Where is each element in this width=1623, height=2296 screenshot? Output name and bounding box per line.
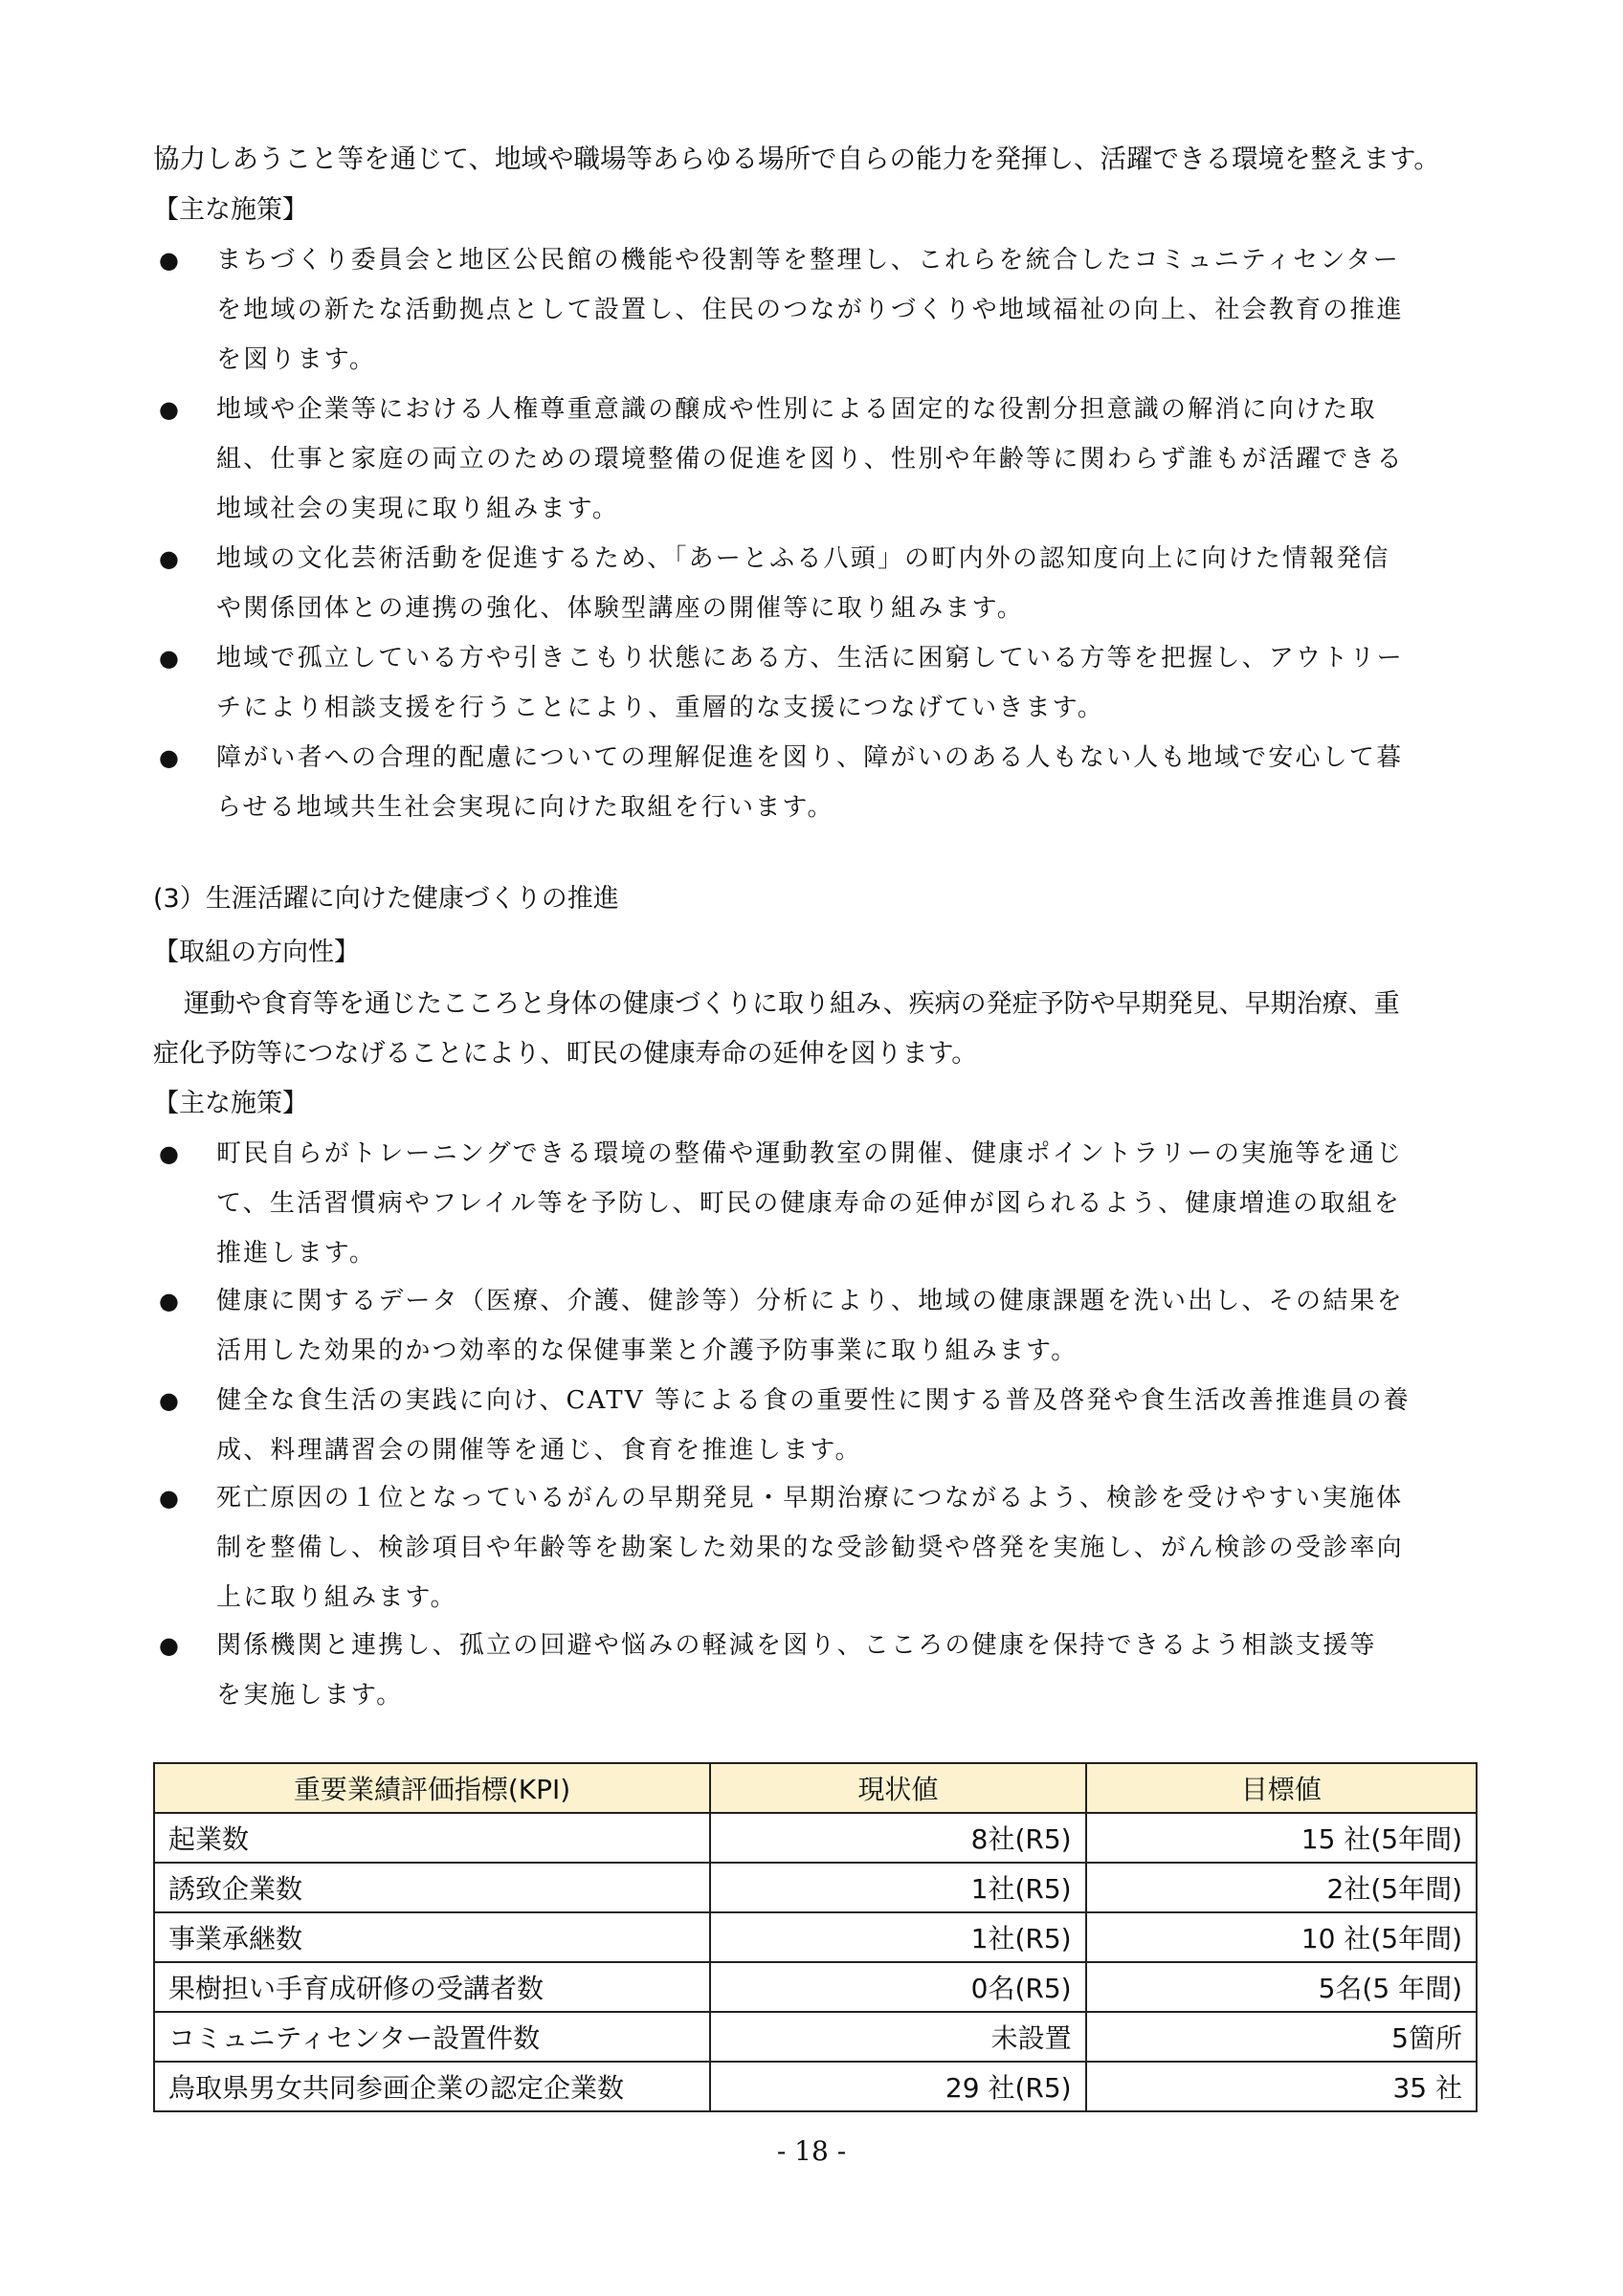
target-value-header: 目標値 <box>1086 1763 1477 1813</box>
current-value-header: 現状値 <box>710 1763 1085 1813</box>
list-item-line: 障がい者への合理的配慮についての理解促進を図り、障がいのある人もない人も地域で安心して暮 <box>216 743 1404 772</box>
list-item-line: て、生活習慣病やフレイル等を予防し、町民の健康寿命の延伸が図られるよう、健康増進の取組を <box>216 1189 1401 1218</box>
kpi-name-cell: 起業数 <box>154 1813 710 1863</box>
list-item-line: 地域社会の実現に取り組みます。 <box>216 495 619 523</box>
kpi-name-cell: 事業承継数 <box>154 1912 710 1962</box>
list-item-line: 成、料理講習会の開催等を通じ、食育を推進します。 <box>216 1436 862 1465</box>
current-value-cell: 0名(R5) <box>710 1962 1085 2012</box>
list-item <box>153 1473 1493 1623</box>
list-item-line: 上に取り組みます。 <box>216 1583 457 1612</box>
bullet-icon: ● <box>159 645 179 672</box>
list-item <box>153 1129 1493 1278</box>
table-header-row <box>154 1763 1477 1813</box>
list-item <box>153 534 1493 633</box>
target-value-cell: 10 社(5年間) <box>1086 1912 1477 1962</box>
list-item-line: 活用した効果的かつ効率的な保健事業と介護予防事業に取り組みます。 <box>216 1336 1078 1365</box>
list-item <box>153 733 1493 832</box>
target-value-cell: 35 社 <box>1086 2062 1477 2111</box>
list-item-line: 関係機関と連携し、孤立の回避や悩みの軽減を図り、こころの健康を保持できるよう相談支援等 <box>216 1631 1377 1660</box>
page-number: - 18 - <box>776 2135 847 2167</box>
list-item <box>153 633 1493 733</box>
list-item-line: や関係団体との連携の強化、体験型講座の開催等に取り組みます。 <box>216 594 1024 623</box>
list-item-line: 健康に関するデータ（医療、介護、健診等）分析により、地域の健康課題を洗い出し、その結果を <box>216 1287 1404 1315</box>
kpi-name-cell: 鳥取県男女共同参画企業の認定企業数 <box>154 2062 710 2111</box>
kpi-name-cell: 誘致企業数 <box>154 1863 710 1912</box>
target-value-cell: 5名(5 年間) <box>1086 1962 1477 2012</box>
current-value-cell: 未設置 <box>710 2012 1085 2062</box>
list-item-line: 死亡原因の１位となっているがんの早期発見・早期治療につながるよう、検診を受けやすい実施体 <box>216 1484 1404 1512</box>
table-row <box>154 1863 1477 1912</box>
list-item-line: 地域の文化芸術活動を促進するため、「あーとふる八頭」の町内外の認知度向上に向けた情報発信 <box>216 544 1390 573</box>
kpi-table <box>153 1762 1478 2112</box>
table-row <box>154 1813 1477 1863</box>
bullet-icon: ● <box>159 744 179 771</box>
list-item-line: 町民自らがトレーニングできる環境の整備や運動教室の開催、健康ポイントラリーの実施等を通じ <box>216 1139 1404 1168</box>
table-row <box>154 1962 1477 2012</box>
list-item <box>153 1621 1493 1720</box>
bullet-icon: ● <box>159 1485 179 1512</box>
list-item-line: を実施します。 <box>216 1681 404 1710</box>
list-item-line: まちづくり委員会と地区公民館の機能や役割等を整理し、これらを統合したコミュニティセンター <box>216 246 1400 275</box>
list-item <box>153 385 1493 534</box>
bullet-icon: ● <box>159 1387 179 1414</box>
list-item-line: らせる地域共生社会実現に向けた取組を行います。 <box>216 793 834 822</box>
list-item <box>153 1276 1493 1376</box>
direction-line: 運動や食育等を通じたこころと身体の健康づくりに取り組み、疾病の発症予防や早期発見、早期治療、重 <box>184 989 1400 1019</box>
intro-line: 協力しあうこと等を通じて、地域や職場等あらゆる場所で自らの能力を発揮し、活躍できる環境を整えます。 <box>153 144 1440 174</box>
list-item-line: を地域の新たな活動拠点として設置し、住民のつながりづくりや地域福祉の向上、社会教育の推進 <box>216 296 1404 324</box>
section-title: (3）生涯活躍に向けた健康づくりの推進 <box>153 884 619 914</box>
current-value-cell: 1社(R5) <box>710 1863 1085 1912</box>
bullet-icon: ● <box>159 247 179 274</box>
list-item-line: チにより相談支援を行うことにより、重層的な支援につなげていきます。 <box>216 694 1105 722</box>
bullet-icon: ● <box>159 1632 179 1659</box>
kpi-name-cell: コミュニティセンター設置件数 <box>154 2012 710 2062</box>
list-item <box>153 1376 1493 1475</box>
table-row <box>154 2012 1477 2062</box>
current-value-cell: 29 社(R5) <box>710 2062 1085 2111</box>
section2-measures-heading: 【主な施策】 <box>153 1089 308 1118</box>
kpi-name-cell: 果樹担い手育成研修の受講者数 <box>154 1962 710 2012</box>
list-item-line: 健全な食生活の実践に向け、CATV 等による食の重要性に関する普及啓発や食生活改善推進員の養 <box>216 1386 1411 1415</box>
bullet-icon: ● <box>159 396 179 423</box>
bullet-icon: ● <box>159 545 179 572</box>
list-item-line: 地域で孤立している方や引きこもり状態にある方、生活に困窮している方等を把握し、アウトリー <box>216 644 1404 673</box>
bullet-icon: ● <box>159 1288 179 1314</box>
table-row <box>154 2062 1477 2111</box>
direction-line: 症化予防等につなげることにより、町民の健康寿命の延伸を図ります。 <box>153 1039 978 1069</box>
current-value-cell: 1社(R5) <box>710 1912 1085 1962</box>
list-item-line: 地域や企業等における人権尊重意識の醸成や性別による固定的な役割分担意識の解消に向けた取 <box>216 395 1377 424</box>
target-value-cell: 2社(5年間) <box>1086 1863 1477 1912</box>
list-item-line: を図ります。 <box>216 345 377 374</box>
bullet-icon: ● <box>159 1140 179 1167</box>
direction-heading: 【取組の方向性】 <box>153 938 360 967</box>
list-item-line: 制を整備し、検診項目や年齢等を勘案した効果的な受診勧奨や啓発を実施し、がん検診の受診率向 <box>216 1534 1404 1562</box>
table-row <box>154 1912 1477 1962</box>
list-item-line: 組、仕事と家庭の両立のための環境整備の促進を図り、性別や年齢等に関わらず誰もが活躍できる <box>216 445 1404 474</box>
target-value-cell: 5箇所 <box>1086 2012 1477 2062</box>
current-value-cell: 8社(R5) <box>710 1813 1085 1863</box>
target-value-cell: 15 社(5年間) <box>1086 1813 1477 1863</box>
kpi-header: 重要業績評価指標(KPI) <box>154 1763 710 1813</box>
section1-measures-heading: 【主な施策】 <box>153 195 308 225</box>
list-item <box>153 235 1493 385</box>
list-item-line: 推進します。 <box>216 1239 377 1268</box>
